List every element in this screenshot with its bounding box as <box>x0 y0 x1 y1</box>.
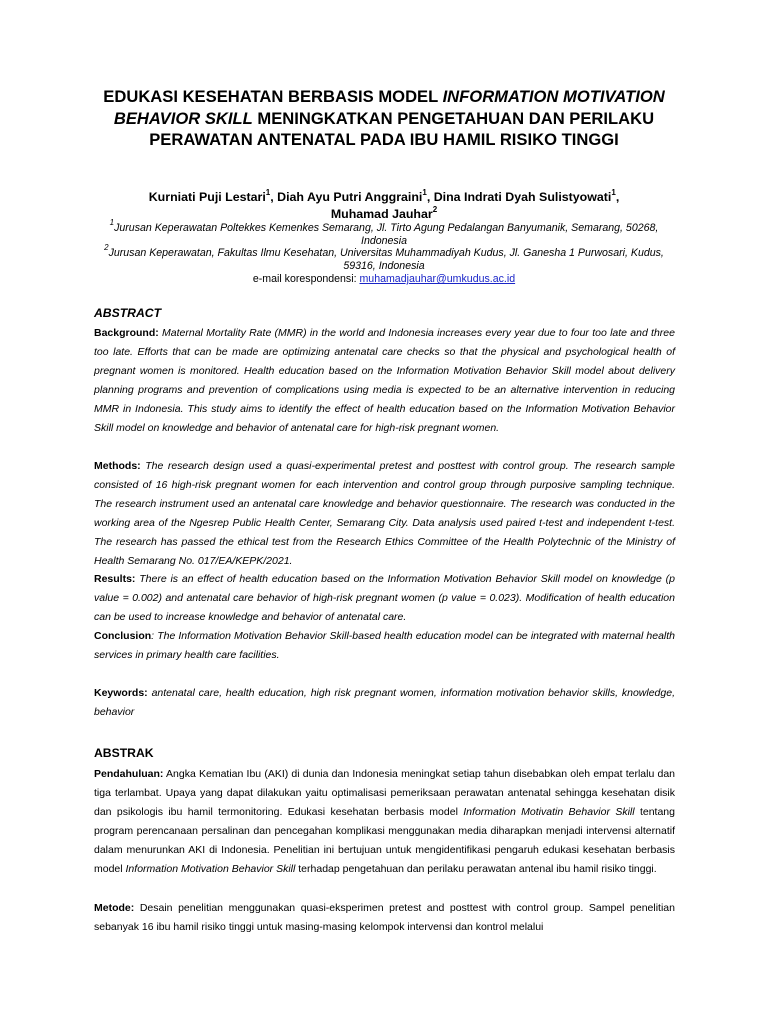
abstract-background <box>94 324 675 438</box>
abstract-methods <box>94 457 675 571</box>
author-name: Muhamad Jauhar <box>330 207 433 221</box>
abstrak-heading: ABSTRAK <box>94 746 154 760</box>
title-text-italic: INFORMATION MOTIVATION BEHAVIOR SKILL <box>113 87 665 128</box>
abstrak-metode <box>94 899 675 937</box>
title-text-start: EDUKASI KESEHATAN BERBASIS MODEL <box>103 87 443 106</box>
pendahuluan-italic: Information Motivatin Behavior Skill <box>463 806 635 818</box>
metode-text: Desain penelitian menggunakan quasi-eksperimen pretest and posttest with control group. Sampel penelitian sebanyak 16 ibu hamil risiko tinggi untuk masing-masing kelompok intervensi dan kontrol melalui <box>94 902 675 933</box>
abstract-results <box>94 570 675 627</box>
methods-label: Methods: <box>94 460 141 472</box>
metode-label: Metode: <box>94 902 135 914</box>
pendahuluan-text: tentang program perencanaan persalinan dan pencegahan komplikasi menggunakan media diharapkan menjadi intervensi alternatif dalam menurunkan AKI di Indonesia. Penelitian ini bertujuan untuk mengidentifikasi pengaruh edukasi kesehatan berbasis model <box>94 806 675 875</box>
background-text: Maternal Mortality Rate (MMR) in the world and Indonesia increases every year due to four too late and three too late. Efforts that can be made are optimizing antenatal care checks so that the physical and psychological health of pregnant women is monitored. Health education based on the Information Motivation Behavior Skill model about delivery planning programs and prevention of complications using media is expected to be an alternative intervention in reducing MMR in Indonesia. This study aims to identify the effect of health education based on the Information Motivation Behavior Skill model on knowledge and behavior of antenatal care for high-risk pregnant women. <box>94 327 675 434</box>
affiliation-1 <box>90 218 678 247</box>
author-affiliation-mark: 1 <box>265 187 271 197</box>
paper-title <box>95 86 673 151</box>
methods-text: The research design used a quasi-experimental pretest and posttest with control group. The research sample consisted of 16 high-risk pregnant women for each intervention and control group through purposive sampling technique. The research instrument used an antenatal care knowledge and behavior questionnaire. The research was conducted in the working area of the Ngesrep Public Health Center, Semarang City. Data analysis used paired t-test and independent t-test. The research has passed the ethical test from the Research Ethics Committee of the Health Polytechnic of the Ministry of Health Semarang No. 017/EA/KEPK/2021. <box>94 460 675 567</box>
email-link[interactable]: muhamadjauhar@umkudus.ac.id <box>359 273 516 285</box>
results-label: Results: <box>94 573 136 585</box>
pendahuluan-text: terhadap pengetahuan dan perilaku perawatan antenal ibu hamil risiko tinggi. <box>295 863 657 875</box>
conclusion-label: Conclusion <box>94 630 152 642</box>
author-affiliation-mark: 1 <box>611 187 616 197</box>
author-name: Kurniati Puji Lestari <box>148 190 266 204</box>
affiliation-2 <box>90 243 678 272</box>
pendahuluan-text: Angka Kematian Ibu (AKI) di dunia dan Indonesia meningkat setiap tahun disebabkan oleh empat terlalu dan tiga terlambat. Upaya yang dapat dilakukan yaitu optimalisasi pemeriksaan perawatan antenatal sehingga kesehatan disik dan psikologis ibu hamil termonitoring. Edukasi kesehatan berbasis model <box>94 768 675 818</box>
author-name: , Dina Indrati Dyah Sulistyowati <box>426 190 612 204</box>
keywords-text: antenatal care, health education, high risk pregnant women, information motivation behavior skills, knowledge, behavior <box>94 687 675 718</box>
email-label: e-mail korespondensi: <box>252 273 360 285</box>
affiliation-text: Jurusan Keperawatan Poltekkes Kemenkes Semarang, Jl. Tirto Agung Pedalangan Banyumanik, Semarang, 50268, Indonesia <box>114 222 659 247</box>
abstract-heading: ABSTRACT <box>94 306 162 320</box>
affiliation-mark: 1 <box>109 218 115 228</box>
results-text: There is an effect of health education based on the Information Motivation Behavior Skill model on knowledge (p value = 0.002) and antenatal care behavior of high-risk pregnant women (p value = 0.023). Modification of health education can be used to increase knowledge and behavior of antenatal care. <box>94 573 675 623</box>
author-separator: , <box>615 190 620 204</box>
author-name: , Diah Ayu Putri Anggraini <box>270 190 423 204</box>
keywords-label: Keywords: <box>94 687 148 699</box>
keywords <box>94 684 675 722</box>
correspondence-email <box>90 273 678 286</box>
author-affiliation-mark: 1 <box>422 187 427 197</box>
affiliation-text: Jurusan Keperawatan, Fakultas Ilmu Kesehatan, Universitas Muhammadiyah Kudus, Jl. Ganesha 1 Purwosari, Kudus, 59316, Indonesia <box>108 247 664 272</box>
background-label: Background: <box>94 327 159 339</box>
title-text-end: MENINGKATKAN PENGETAHUAN DAN PERILAKU PERAWATAN ANTENATAL PADA IBU HAMIL RISIKO TINGGI <box>149 108 655 149</box>
affiliation-mark: 2 <box>104 243 109 253</box>
author-list <box>100 189 668 223</box>
author-affiliation-mark: 2 <box>432 204 438 214</box>
pendahuluan-italic: Information Motivation Behavior Skill <box>125 863 296 875</box>
abstrak-pendahuluan <box>94 765 675 879</box>
pendahuluan-label: Pendahuluan: <box>94 768 164 780</box>
conclusion-text: : The Information Motivation Behavior Skill-based health education model can be integrated with maternal health services in primary health care facilities. <box>94 630 675 661</box>
abstract-conclusion <box>94 627 675 665</box>
